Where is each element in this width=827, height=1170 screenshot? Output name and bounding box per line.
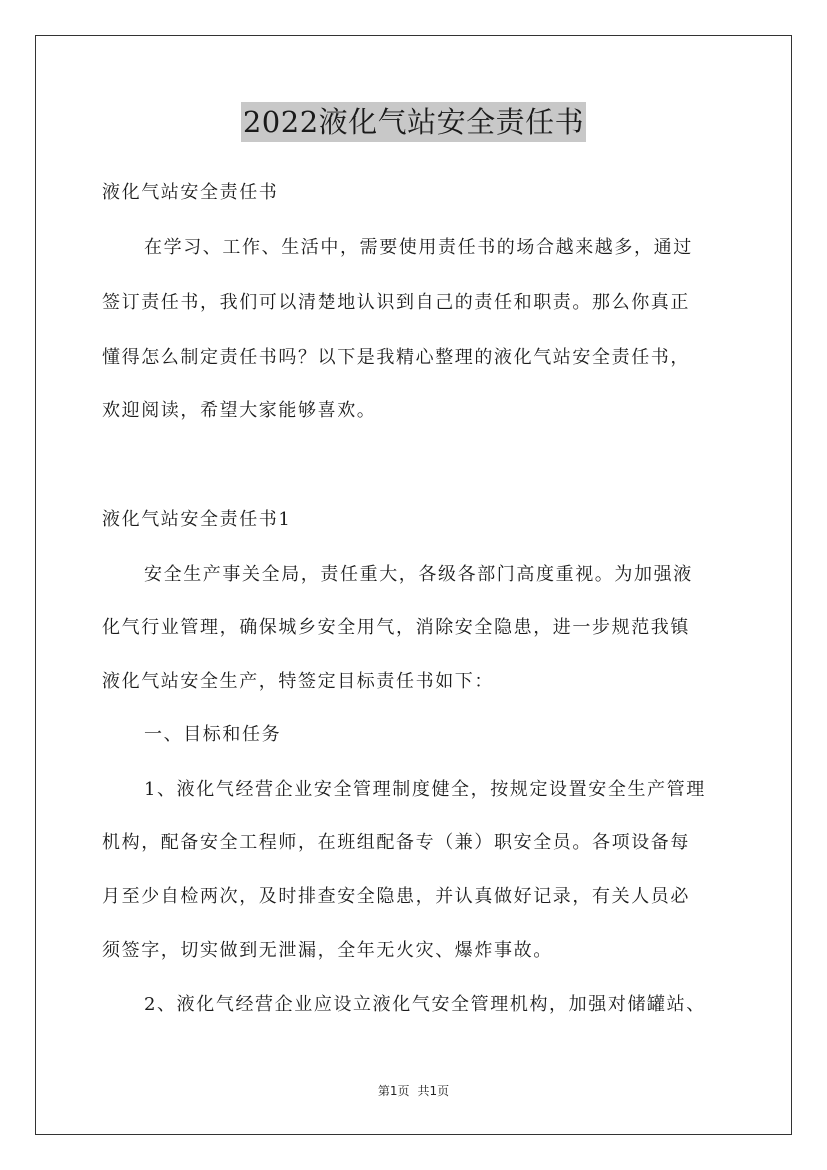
section-heading: 液化气站安全责任书1 [102,509,292,530]
item2-line-1: 2、液化气经营企业应设立液化气安全管理机构，加强对储罐站、 [144,994,706,1015]
page-footer [0,1082,827,1100]
document-title: 2022液化气站安全责任书 [241,102,586,142]
item1-line-1: 1、液化气经营企业安全管理制度健全，按规定设置安全生产管理 [144,779,706,800]
intro-line-2: 签订责任书，我们可以清楚地认识到自己的责任和职责。那么你真正 [102,292,690,313]
intro-line-3: 懂得怎么制定责任书吗？以下是我精心整理的液化气站安全责任书， [102,347,690,368]
section-line-1: 安全生产事关全局，责任重大，各级各部门高度重视。为加强液 [144,564,693,585]
intro-line-4: 欢迎阅读，希望大家能够喜欢。 [102,400,377,421]
page-total: 共1页 [417,1084,450,1098]
section-line-2: 化气行业管理，确保城乡安全用气，消除安全隐患，进一步规范我镇 [102,617,690,638]
item1-line-3: 月至少自检两次，及时排查安全隐患，并认真做好记录，有关人员必 [102,886,690,907]
item1-line-4: 须签字，切实做到无泄漏，全年无火灾、爆炸事故。 [102,940,553,961]
page-number: 第1页 [377,1084,410,1098]
item1-line-2: 机构，配备安全工程师，在班组配备专（兼）职安全员。各项设备每 [102,832,690,853]
intro-line-1: 在学习、工作、生活中，需要使用责任书的场合越来越多，通过 [144,237,693,258]
document-subtitle: 液化气站安全责任书 [102,182,279,203]
title-container [0,102,827,142]
section-line-3: 液化气站安全生产，特签定目标责任书如下： [102,671,494,692]
subheading-goals: 一、目标和任务 [144,724,282,745]
